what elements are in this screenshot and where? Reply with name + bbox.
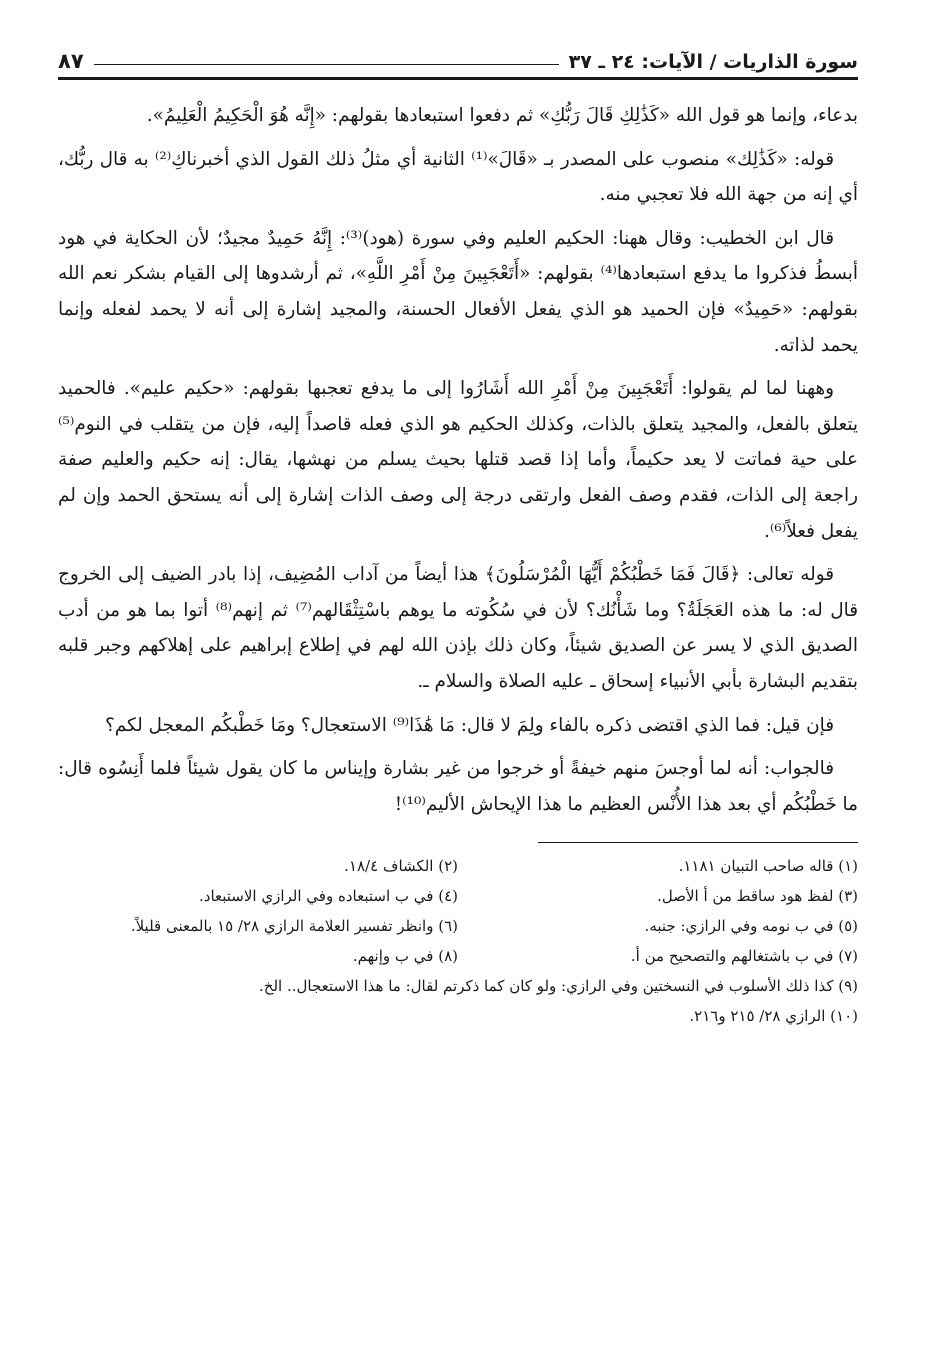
footnote-3: (٣) لفظ هود ساقط من أ الأصل. [657,887,858,906]
paragraph-2: قوله: «كَذَٰلِك» منصوب على المصدر بـ «قَالَ»⁽¹⁾ الثانية أي مثلُ ذلك القول الذي أخبرناكِ⁽²⁾ به قال ربُّك، أي إنه من جهة الله فلا تعجبي منه. [58,148,858,206]
footnote-1: (١) قاله صاحب التبيان ١١٨١. [678,857,858,876]
footnote-8: (٨) في ب وإنهم. [352,947,458,966]
running-header [58,44,858,80]
paragraph-1: بدعاء، وإنما هو قول الله «كَذَٰلِكِ قَالَ رَبُّكِ» ثم دفعوا استبعادها بقولهم: «إِنَّه هُوَ الْحَكِيمُ الْعَلِيمُ». [146,105,858,126]
footnote-9: (٩) كذا ذلك الأسلوب في النسختين وفي الرازي: ولو كان كما ذكرتم لقال: ما هذا الاستعجال.. الخ. [259,977,858,996]
footnote-5: (٥) في ب نومه وفي الرازي: جنبه. [644,917,858,936]
footnote-row [58,911,858,941]
paragraph-4: وههنا لما لم يقولوا: أَتَعْجَبِينَ مِنْ أَمْرِ الله أَشَارُوا إلى ما يدفع تعجبها بقولهم: «حكيم عليم». فالحميد يتعلق بالفعل، والمجيد يتعلق بالذات، وكذلك الحكيم هو الذي فعله قاصداً إليه، فإن من يتقلب في النوم⁽⁵⁾ على حية فماتت لا يعد حكيماً، وأما إذا قصد قتلها بحيث يسلم من نهشها، يقال: إنه حكيم والعليم صفة راجعة إلى الذات، فقدم وصف الفعل وارتقى درجة إلى وصف الذات إشارة إلى أنه يستحق الحمد وإن لم يفعل فعلاً⁽⁶⁾. [58,378,858,542]
page [58,44,858,1031]
paragraph-5: قوله تعالى: ﴿قَالَ فَمَا خَطْبُكُمْ أَيُّهَا الْمُرْسَلُونَ﴾ هذا أيضاً من آداب المُضِيف، إذا بادر الضيف إلى الخروج قال له: ما هذه العَجَلَةُ؟ وما شَأْنُك؟ لأن في سُكُوته ما يوهم باسْتِثْقَالهم⁽⁷⁾ ثم إنهم⁽⁸⁾ أتوا بما هو من أدب الصديق الذي لا يسر عن الصديق شيئاً، وكان ذلك بإذن الله لهم في إطلاع إبراهيم على إهلاكهم وجبر قلبه بتقديم البشارة بأبي الأنبياء إسحاق ـ عليه الصلاة والسلام ـ. [58,564,858,692]
chapter-title: سورة الذاريات / الآيات: ٢٤ ـ ٣٧ [568,51,858,73]
footnote-row [58,881,858,911]
paragraph-3: قال ابن الخطيب: وقال ههنا: الحكيم العليم وفي سورة (هود)⁽³⁾: إِنَّهُ حَمِيدٌ مجيدٌ؛ لأن الحكاية في هود أبسطُ فذكروا ما يدفع استبعادها⁽⁴⁾ بقولهم: «أَتَعْجَبِينَ مِنْ أَمْرِ اللَّهِ»، ثم أرشدوها إلى القيام بشكر نعم الله بقولهم: «حَمِيدٌ» فإن الحميد هو الذي يفعل الأفعال الحسنة، والمجيد إشارة إلى أنه لا يحمد لفعله وإنما يحمد لذاته. [58,227,858,356]
footnote-4: (٤) في ب استبعاده وفي الرازي الاستبعاد. [199,887,458,906]
paragraph-7: فالجواب: أنه لما أوجسَ منهم خيفةً أو خرجوا من غير بشارة وإيناس ما كان يقول شيئاً فلما أَنِسُوه قال: ما خَطْبُكُم أي بعد هذا الأُنْس العظيم ما هذا الإيحاش الأليم⁽¹⁰⁾! [58,758,858,815]
footnote-row [58,851,858,881]
page-number: ٨٧ [58,49,84,73]
footnote-10: (١٠) الرازي ٢٨/ ٢١٥ و٢١٦. [689,1007,858,1026]
footnotes [58,851,858,1031]
footnote-separator [538,842,858,843]
footnote-7: (٧) في ب باشتغالهم والتصحيح من أ. [630,947,858,966]
footnote-2: (٢) الكشاف ١٨/٤. [344,857,458,876]
footnote-row [58,941,858,971]
paragraph-6: فإن قيل: فما الذي اقتضى ذكره بالفاء ولِمَ لا قال: مَا هَٰذَا⁽⁹⁾ الاستعجال؟ ومَا خَطْبكُم المعجل لكم؟ [104,714,834,736]
main-text [58,98,858,822]
footnote-6: (٦) وانظر تفسير العلامة الرازي ٢٨/ ١٥ بالمعنى قليلاً. [130,917,458,936]
header-rule [94,64,559,65]
